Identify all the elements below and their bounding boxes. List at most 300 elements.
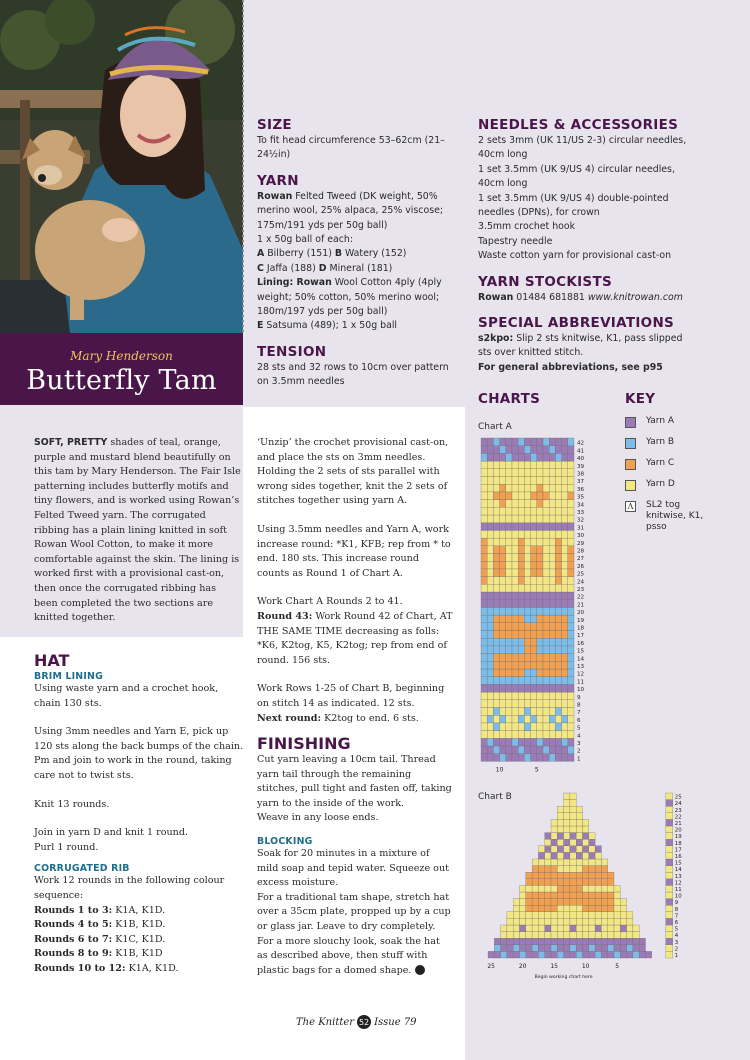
chart-a-cell bbox=[531, 530, 537, 538]
chart-b-row-number: 25 bbox=[674, 794, 682, 801]
chart-a-cell bbox=[524, 592, 530, 600]
chart-b-cell bbox=[545, 885, 551, 892]
chart-a-cell bbox=[512, 446, 518, 454]
chart-a-cell bbox=[493, 654, 499, 662]
chart-b-cell bbox=[583, 905, 589, 912]
chart-a-cell bbox=[524, 708, 530, 716]
chart-b-cell bbox=[576, 813, 582, 820]
chart-a-cell bbox=[555, 631, 561, 639]
chart-b-cell bbox=[614, 892, 620, 899]
chart-b-cell bbox=[608, 892, 614, 899]
chart-b-cell bbox=[538, 859, 544, 866]
chart-a-cell bbox=[555, 500, 561, 508]
chart-b-cell bbox=[608, 899, 614, 906]
chart-b-cell bbox=[557, 918, 563, 925]
page-number: 52 bbox=[357, 1015, 371, 1029]
chart-a-cell bbox=[500, 746, 506, 754]
chart-a-cell bbox=[506, 700, 512, 708]
chart-a-cell bbox=[487, 638, 493, 646]
chart-a-cell bbox=[487, 684, 493, 692]
chart-a-cell bbox=[481, 692, 487, 700]
chart-a-cell bbox=[524, 523, 530, 531]
chart-a-cell bbox=[555, 654, 561, 662]
chart-b-cell bbox=[576, 885, 582, 892]
chart-b-cell bbox=[601, 945, 607, 952]
chart-b-cell bbox=[583, 951, 589, 958]
chart-a-cell bbox=[543, 754, 549, 762]
chart-a-cell bbox=[531, 661, 537, 669]
chart-b-cell bbox=[583, 932, 589, 939]
chart-a-row-number: 20 bbox=[577, 610, 585, 617]
chart-a-cell bbox=[500, 700, 506, 708]
chart-b-cell bbox=[545, 866, 551, 873]
chart-a-cell bbox=[481, 623, 487, 631]
chart-a-row-number: 19 bbox=[577, 617, 585, 624]
chart-a-cell bbox=[512, 461, 518, 469]
chart-a-cell bbox=[562, 638, 568, 646]
chart-a-cell bbox=[568, 692, 574, 700]
chart-a-cell bbox=[518, 669, 524, 677]
chart-b-cell bbox=[551, 879, 557, 886]
chart-a-cell bbox=[562, 561, 568, 569]
chart-a-cell bbox=[549, 446, 555, 454]
chart-a-cell bbox=[568, 654, 574, 662]
chart-a-cell bbox=[524, 561, 530, 569]
chart-a-cell bbox=[512, 569, 518, 577]
chart-a-cell bbox=[524, 584, 530, 592]
chart-a-cell bbox=[555, 661, 561, 669]
chart-a-row-number: 29 bbox=[577, 540, 585, 547]
chart-a-cell bbox=[487, 708, 493, 716]
chart-b-row-number: 8 bbox=[674, 906, 679, 913]
stockist-website[interactable]: www.knitrowan.com bbox=[587, 291, 683, 303]
chart-a-cell bbox=[493, 723, 499, 731]
chart-b-cell bbox=[633, 945, 639, 952]
chart-b-cell bbox=[538, 905, 544, 912]
chart-b-cell bbox=[557, 826, 563, 833]
chart-a-cell bbox=[487, 746, 493, 754]
chart-a-cell bbox=[562, 538, 568, 546]
chart-a-cell bbox=[493, 600, 499, 608]
chart-a-cell bbox=[543, 492, 549, 500]
chart-a-cell bbox=[493, 607, 499, 615]
chart-b-cell bbox=[614, 905, 620, 912]
chart-b-cell bbox=[513, 912, 519, 919]
chart-a-cell bbox=[487, 738, 493, 746]
chart-a-cell bbox=[512, 708, 518, 716]
chart-b-cell bbox=[564, 892, 570, 899]
chart-a-cell bbox=[531, 669, 537, 677]
chart-a-cell bbox=[568, 523, 574, 531]
chart-a-cell bbox=[487, 461, 493, 469]
chart-a-cell bbox=[500, 754, 506, 762]
chart-b-cell bbox=[570, 833, 576, 840]
chart-b-cell bbox=[564, 826, 570, 833]
yarn-a-letter: A bbox=[257, 248, 265, 260]
chart-b-row-number: 22 bbox=[674, 814, 682, 821]
chart-a-cell bbox=[481, 438, 487, 446]
chart-a-cell bbox=[568, 561, 574, 569]
chart-a-cell bbox=[562, 461, 568, 469]
chart-b-cell bbox=[532, 945, 538, 952]
chart-b-row-number: 23 bbox=[674, 807, 682, 814]
chart-a-cell bbox=[568, 631, 574, 639]
chart-a-cell bbox=[481, 646, 487, 654]
chart-a-cell bbox=[568, 723, 574, 731]
chart-b-paragraph: Work Rows 1-25 of Chart B, beginning on stitch 14 as indicated. 12 sts. bbox=[257, 683, 445, 709]
yarn-ab bbox=[257, 247, 457, 261]
key-item bbox=[625, 479, 735, 500]
chart-a-cell bbox=[549, 592, 555, 600]
chart-a-cell bbox=[518, 738, 524, 746]
round-label: Rounds 1 to 3: bbox=[34, 904, 113, 916]
chart-a-cell bbox=[481, 546, 487, 554]
chart-b-cell bbox=[576, 866, 582, 873]
chart-a-cell bbox=[506, 692, 512, 700]
chart-a-cell bbox=[568, 684, 574, 692]
rib-intro: Work 12 rounds in the following colour sequence: bbox=[34, 875, 225, 901]
chart-a-cell bbox=[543, 461, 549, 469]
chart-b-cell bbox=[551, 846, 557, 853]
brim-p3: Knit 13 rounds. bbox=[34, 798, 110, 810]
chart-a-cell bbox=[568, 492, 574, 500]
chart-a-cell bbox=[506, 569, 512, 577]
chart-b-cell bbox=[520, 932, 526, 939]
chart-a-cell bbox=[555, 638, 561, 646]
chart-a-cell bbox=[500, 615, 506, 623]
abbrev-general: For general abbreviations, see p95 bbox=[478, 361, 663, 373]
chart-a-cell bbox=[562, 546, 568, 554]
chart-a-cell bbox=[506, 646, 512, 654]
chart-a-cell bbox=[506, 669, 512, 677]
chart-a-cell bbox=[568, 500, 574, 508]
chart-a-cell bbox=[555, 515, 561, 523]
chart-b-cell bbox=[551, 839, 557, 846]
chart-a-cell bbox=[487, 446, 493, 454]
chart-b-ladder-cell bbox=[666, 833, 673, 840]
chart-b-cell bbox=[583, 892, 589, 899]
chart-a-cell bbox=[487, 546, 493, 554]
chart-b-cell bbox=[513, 938, 519, 945]
chart-a-cell bbox=[493, 715, 499, 723]
chart-a-cell bbox=[518, 577, 524, 585]
chart-b-cell bbox=[545, 918, 551, 925]
chart-b-cell bbox=[608, 945, 614, 952]
swatch-icon bbox=[625, 417, 636, 428]
chart-a-cell bbox=[537, 469, 543, 477]
chart-b-cell bbox=[570, 932, 576, 939]
chart-a-cell bbox=[543, 538, 549, 546]
chart-b-cell bbox=[526, 885, 532, 892]
blocking-heading: BLOCKING bbox=[257, 836, 313, 848]
chart-b-cell bbox=[608, 918, 614, 925]
chart-a-cell bbox=[555, 453, 561, 461]
chart-b-cell bbox=[557, 885, 563, 892]
chart-b-row-number: 4 bbox=[674, 933, 679, 940]
chart-b-cell bbox=[551, 905, 557, 912]
chart-a-cell bbox=[568, 615, 574, 623]
chart-a-cell bbox=[568, 746, 574, 754]
chart-b-cell bbox=[576, 819, 582, 826]
chart-b-cell bbox=[601, 951, 607, 958]
chart-b-row-number: 7 bbox=[674, 913, 679, 920]
chart-b-cell bbox=[620, 945, 626, 952]
chart-a-cell bbox=[512, 700, 518, 708]
chart-a-cell bbox=[487, 661, 493, 669]
chart-b-cell bbox=[601, 899, 607, 906]
chart-a-cell bbox=[493, 708, 499, 716]
chart-b-cell bbox=[564, 899, 570, 906]
round-43-paragraph bbox=[257, 610, 453, 668]
key-item bbox=[625, 458, 735, 479]
chart-a-cell bbox=[537, 507, 543, 515]
chart-b-x-tick: 10 bbox=[581, 963, 590, 970]
chart-a-cell bbox=[555, 477, 561, 485]
chart-a-cell bbox=[487, 631, 493, 639]
chart-a-cell bbox=[512, 515, 518, 523]
chart-b-cell bbox=[595, 912, 601, 919]
chart-a-cell bbox=[487, 692, 493, 700]
chart-a-cell bbox=[506, 446, 512, 454]
chart-b-cell bbox=[520, 905, 526, 912]
chart-a-cell bbox=[555, 623, 561, 631]
chart-a-cell bbox=[512, 484, 518, 492]
chart-a-cell bbox=[524, 654, 530, 662]
chart-a-row-number: 9 bbox=[577, 694, 581, 701]
chart-a-cell bbox=[500, 569, 506, 577]
chart-a-cell bbox=[487, 669, 493, 677]
chart-a-cell bbox=[518, 469, 524, 477]
chart-b-cell bbox=[570, 859, 576, 866]
chart-b-cell bbox=[570, 866, 576, 873]
chart-b-cell bbox=[520, 892, 526, 899]
round-label: Rounds 8 to 9: bbox=[34, 948, 113, 960]
chart-a-cell bbox=[568, 538, 574, 546]
chart-a-cell bbox=[543, 646, 549, 654]
chart-a-cell bbox=[543, 569, 549, 577]
chart-a-cell bbox=[493, 738, 499, 746]
chart-a-cell bbox=[555, 731, 561, 739]
brim-p4b: Purl 1 round. bbox=[34, 841, 99, 853]
chart-b-cell bbox=[557, 892, 563, 899]
chart-a-cell bbox=[506, 731, 512, 739]
chart-a-cell bbox=[518, 754, 524, 762]
chart-b-cell bbox=[551, 925, 557, 932]
chart-a-cell bbox=[562, 507, 568, 515]
chart-a-cell bbox=[506, 530, 512, 538]
chart-a-cell bbox=[537, 723, 543, 731]
chart-a-cell bbox=[500, 438, 506, 446]
chart-b-cell bbox=[526, 925, 532, 932]
chart-a-cell bbox=[487, 500, 493, 508]
blocking-p2-text: For a traditional tam shape, stretch hat over a 35cm plate, propped up by a cup or glass jar. Leave to dry completely. For a more slouchy look, soak the hat as described above, then stuff with plastic bags for a domed shape. bbox=[257, 891, 451, 976]
chart-a-cell bbox=[543, 446, 549, 454]
chart-b-cell bbox=[532, 899, 538, 906]
chart-b-row-number: 11 bbox=[674, 887, 682, 893]
chart-a-row-number: 13 bbox=[577, 664, 585, 670]
chart-a-cell bbox=[481, 654, 487, 662]
chart-a-cell bbox=[562, 569, 568, 577]
chart-a-cell bbox=[512, 584, 518, 592]
chart-b-cell bbox=[507, 951, 513, 958]
chart-b-cell bbox=[570, 846, 576, 853]
chart-b-cell bbox=[608, 951, 614, 958]
chart-a-cell bbox=[500, 738, 506, 746]
rib-heading: CORRUGATED RIB bbox=[34, 863, 130, 875]
chart-a-cell bbox=[506, 592, 512, 600]
chart-b-cell bbox=[589, 859, 595, 866]
chart-b-ladder-cell bbox=[666, 925, 673, 932]
chart-b-cell bbox=[570, 945, 576, 952]
chart-a-cell bbox=[568, 623, 574, 631]
chart-b-cell bbox=[557, 938, 563, 945]
chart-b-cell bbox=[557, 839, 563, 846]
charts-heading: CHARTS bbox=[478, 391, 541, 407]
chart-a-cell bbox=[506, 515, 512, 523]
chart-b-cell bbox=[608, 925, 614, 932]
chart-a-cell bbox=[531, 469, 537, 477]
chart-b-cell bbox=[583, 839, 589, 846]
chart-b-cell bbox=[589, 866, 595, 873]
chart-a-cell bbox=[518, 692, 524, 700]
chart-a-cell bbox=[512, 669, 518, 677]
chart-a-cell bbox=[506, 654, 512, 662]
chart-a-row-number: 7 bbox=[577, 710, 581, 717]
chart-a bbox=[478, 430, 598, 775]
chart-a-cell bbox=[524, 677, 530, 685]
chart-a-cell bbox=[531, 584, 537, 592]
chart-a-cell bbox=[549, 461, 555, 469]
chart-b-cell bbox=[513, 899, 519, 906]
chart-a-row-number: 22 bbox=[577, 594, 585, 601]
chart-a-cell bbox=[531, 677, 537, 685]
chart-a-cell bbox=[562, 484, 568, 492]
chart-a-cell bbox=[518, 615, 524, 623]
chart-a-row-number: 31 bbox=[577, 525, 585, 532]
chart-a-cell bbox=[518, 731, 524, 739]
chart-a-cell bbox=[531, 577, 537, 585]
chart-a-cell bbox=[506, 546, 512, 554]
chart-a-cell bbox=[524, 638, 530, 646]
chart-a-cell bbox=[518, 538, 524, 546]
chart-a-cell bbox=[493, 569, 499, 577]
abbrev-def bbox=[478, 332, 698, 361]
chart-a-cell bbox=[487, 484, 493, 492]
abbrev-text: Slip 2 sts knitwise, K1, pass slipped sts over knitted stitch. bbox=[478, 333, 683, 359]
chart-b-cell bbox=[589, 879, 595, 886]
chart-b-cell bbox=[532, 866, 538, 873]
chart-a-cell bbox=[562, 731, 568, 739]
tension-text: 28 sts and 32 rows to 10cm over pattern on 3.5mm needles bbox=[257, 361, 449, 388]
chart-a-cell bbox=[487, 561, 493, 569]
chart-a-cell bbox=[487, 507, 493, 515]
chart-b-cell bbox=[614, 912, 620, 919]
chart-b-cell bbox=[570, 892, 576, 899]
yarn-brand: Rowan bbox=[257, 190, 293, 202]
hero-photo bbox=[0, 0, 243, 333]
chart-b-ladder-cell bbox=[666, 945, 673, 952]
chart-a-cell bbox=[543, 523, 549, 531]
chart-b-cell bbox=[627, 912, 633, 919]
chart-a-cell bbox=[555, 546, 561, 554]
chart-a-cell bbox=[500, 669, 506, 677]
chart-a-cell bbox=[487, 615, 493, 623]
chart-a-cell bbox=[568, 607, 574, 615]
chart-a-cell bbox=[524, 746, 530, 754]
chart-a-cell bbox=[524, 492, 530, 500]
chart-a-cell bbox=[524, 631, 530, 639]
chart-b-cell bbox=[570, 819, 576, 826]
chart-b-cell bbox=[551, 826, 557, 833]
chart-b-cell bbox=[557, 925, 563, 932]
chart-b-cell bbox=[570, 852, 576, 859]
chart-a-cell bbox=[524, 469, 530, 477]
chart-a-cell bbox=[493, 631, 499, 639]
chart-b-cell bbox=[551, 938, 557, 945]
chart-b-cell bbox=[583, 819, 589, 826]
chart-a-row-number: 4 bbox=[577, 733, 581, 740]
chart-b-cell bbox=[601, 932, 607, 939]
chart-a-cell bbox=[493, 477, 499, 485]
chart-a-cell bbox=[543, 584, 549, 592]
chart-b-cell bbox=[570, 800, 576, 807]
chart-a-cell bbox=[555, 684, 561, 692]
chart-b-cell bbox=[520, 885, 526, 892]
chart-a-cell bbox=[512, 554, 518, 562]
chart-b-cell bbox=[576, 806, 582, 813]
chart-a-cell bbox=[500, 500, 506, 508]
chart-b-cell bbox=[576, 852, 582, 859]
chart-a-cell bbox=[537, 446, 543, 454]
chart-b-cell bbox=[601, 925, 607, 932]
chart-a-cell bbox=[537, 684, 543, 692]
chart-b-cell bbox=[532, 879, 538, 886]
chart-b-cell bbox=[595, 945, 601, 952]
chart-b-cell bbox=[501, 938, 507, 945]
chart-a-cell bbox=[500, 492, 506, 500]
chart-a-cell bbox=[518, 661, 524, 669]
chart-a-cell bbox=[537, 638, 543, 646]
chart-a-cell bbox=[549, 554, 555, 562]
chart-b-cell bbox=[583, 885, 589, 892]
key-item bbox=[625, 416, 735, 437]
chart-a-cell bbox=[555, 461, 561, 469]
needle-item: Waste cotton yarn for provisional cast-on bbox=[478, 250, 672, 262]
chart-b-cell bbox=[551, 819, 557, 826]
chart-a-cell bbox=[506, 607, 512, 615]
chart-b-ladder-cell bbox=[666, 912, 673, 919]
chart-b-row-number: 3 bbox=[674, 939, 679, 946]
yarn-b-text: Watery (152) bbox=[342, 248, 407, 260]
chart-b-cell bbox=[564, 852, 570, 859]
chart-a-cell bbox=[568, 438, 574, 446]
chart-b-row-number: 15 bbox=[674, 860, 682, 867]
chart-b-cell bbox=[583, 872, 589, 879]
page-footer bbox=[296, 1015, 417, 1029]
chart-a-cell bbox=[518, 638, 524, 646]
chart-a-cell bbox=[531, 646, 537, 654]
chart-a-cell bbox=[562, 692, 568, 700]
chart-a-cell bbox=[549, 453, 555, 461]
chart-a-cell bbox=[500, 677, 506, 685]
lining-text bbox=[257, 276, 457, 319]
chart-b-cell bbox=[583, 833, 589, 840]
chart-a-cell bbox=[549, 538, 555, 546]
chart-b-cell bbox=[576, 938, 582, 945]
chart-b-cell bbox=[526, 899, 532, 906]
chart-b-cell bbox=[557, 859, 563, 866]
chart-a-cell bbox=[555, 646, 561, 654]
